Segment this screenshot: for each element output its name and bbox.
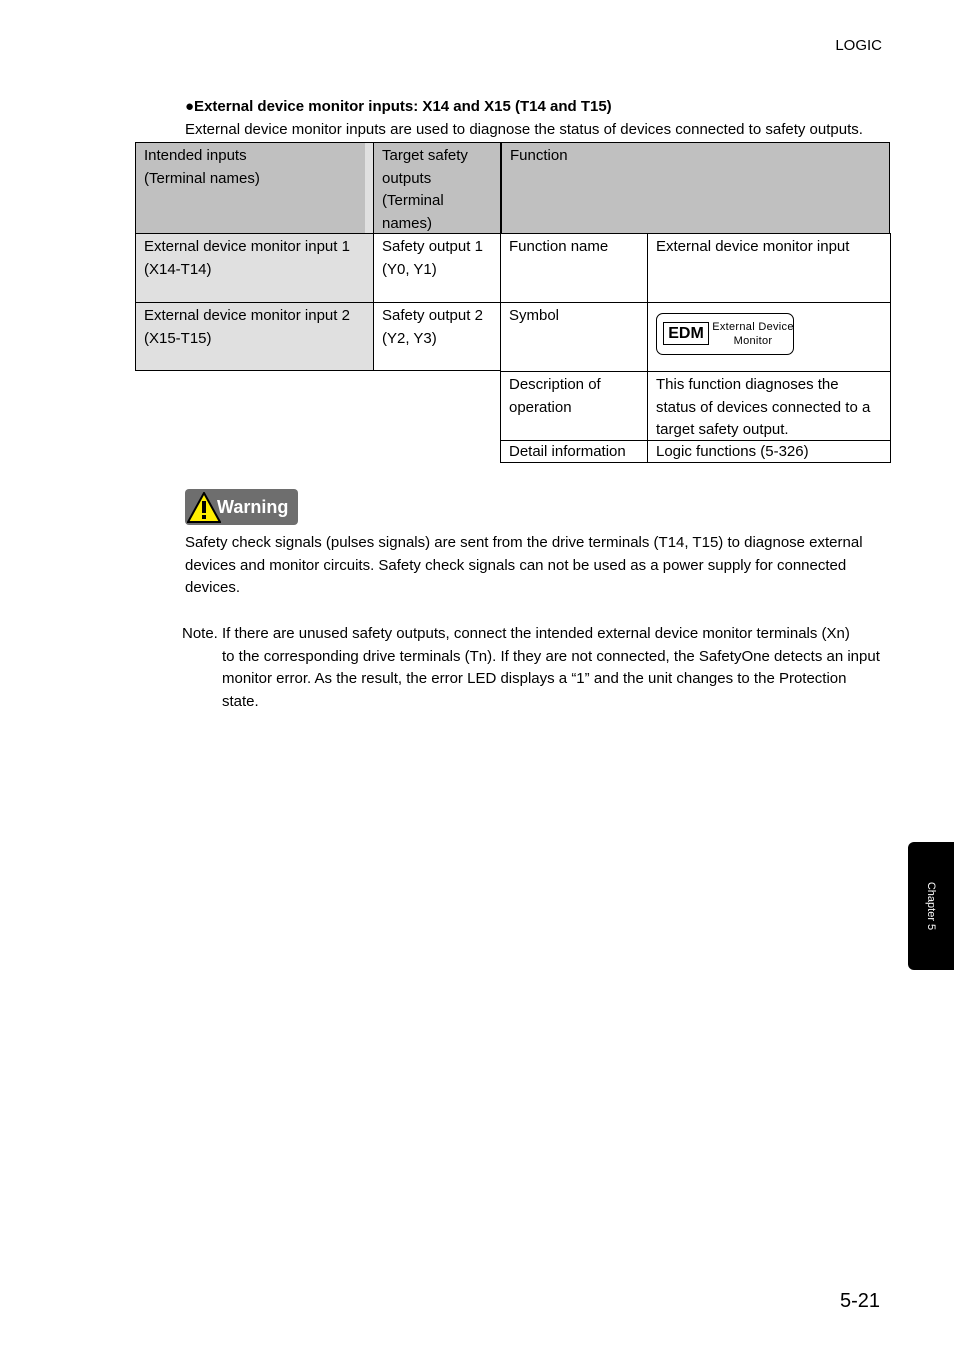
cell-line: operation xyxy=(509,398,572,416)
cell-line: (Y2, Y3) xyxy=(382,329,437,347)
cell-line: Detail information xyxy=(509,443,626,460)
warning-badge xyxy=(185,489,298,525)
row2-output xyxy=(373,302,500,371)
note-block xyxy=(182,623,882,713)
cell-line: status of devices connected to a xyxy=(656,398,871,416)
cell-line: Function name xyxy=(509,238,609,255)
header-line: (Terminal xyxy=(382,192,444,209)
cell-line: Logic functions (5-326) xyxy=(656,443,809,460)
header-separator xyxy=(365,142,373,233)
detail-value xyxy=(647,440,891,463)
header-line: Intended inputs xyxy=(144,147,247,164)
cell-line: (Y0, Y1) xyxy=(382,260,437,278)
header-line: Target safety xyxy=(382,147,468,164)
header-intended-inputs xyxy=(135,142,365,233)
header-line: outputs xyxy=(382,169,432,187)
header-line: Function xyxy=(510,147,568,164)
row1-output xyxy=(373,233,500,302)
edm-code: EDM xyxy=(663,322,709,345)
cell-line: (X15-T15) xyxy=(144,329,212,347)
chapter-label: Chapter 5 xyxy=(925,881,937,931)
cell-line: (X14-T14) xyxy=(144,260,212,278)
edm-function-symbol xyxy=(656,313,794,355)
cell-line: This function diagnoses the xyxy=(656,376,839,393)
section-intro: External device monitor inputs are used to diagnose the status of devices connected to safety outputs. xyxy=(185,121,863,138)
warning-label: Warning xyxy=(217,497,289,517)
row2-input xyxy=(135,302,373,371)
note-continuation: to the corresponding drive terminals (Tn). If they are not connected, the SafetyOne detects an input monitor error. As the result, the error LED displays a “1” and the unit changes to the Protection state. xyxy=(222,647,880,710)
warning-triangle-icon xyxy=(187,492,221,523)
cell-line: External device monitor input xyxy=(656,238,850,255)
cell-line: Description of xyxy=(509,376,601,393)
warning-text: Safety check signals (pulses signals) are sent from the drive terminals (T14, T15) to diagnose external devices and monitor circuits. Safety check signals can not be used as a power supply for connected devices. xyxy=(185,534,863,596)
header-function xyxy=(500,142,890,233)
section-heading: ●External device monitor inputs: X14 and X15 (T14 and T15) xyxy=(185,98,612,115)
description-value xyxy=(647,371,891,440)
edm-name xyxy=(711,320,795,348)
header-line: (Terminal names) xyxy=(144,169,260,187)
note-first-line: Note. If there are unused safety outputs, connect the intended external device monitor terminals (Xn) xyxy=(182,625,850,642)
description-label xyxy=(500,371,647,440)
row1-input xyxy=(135,233,373,302)
header-line: names) xyxy=(382,214,433,232)
cell-line: External device monitor input 2 xyxy=(144,307,350,324)
function-name-label xyxy=(500,233,647,302)
detail-label xyxy=(500,440,647,463)
edm-name-line: External Device xyxy=(712,321,794,333)
cell-line: target safety output. xyxy=(656,421,789,438)
chapter-tab xyxy=(908,842,954,970)
cell-line: External device monitor input 1 xyxy=(144,238,350,255)
symbol-label xyxy=(500,302,647,371)
page-number: 5-21 xyxy=(840,1290,881,1312)
running-header: LOGIC xyxy=(835,37,882,54)
cell-line: Safety output 2 xyxy=(382,307,483,324)
cell-line: Safety output 1 xyxy=(382,238,483,255)
cell-line: Symbol xyxy=(509,307,560,324)
header-target-outputs xyxy=(373,142,500,233)
function-name-value xyxy=(647,233,891,302)
edm-name-line: Monitor xyxy=(733,335,773,347)
